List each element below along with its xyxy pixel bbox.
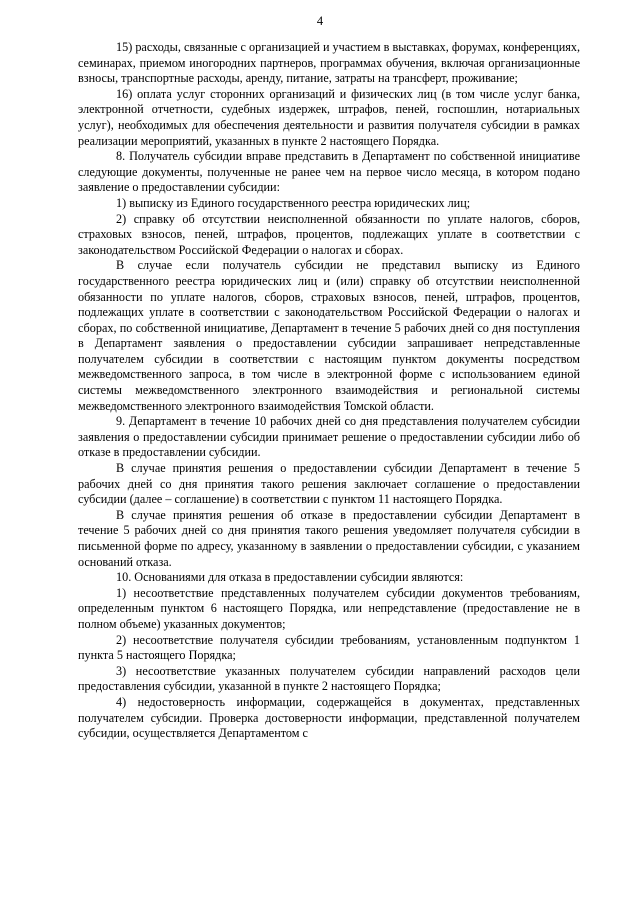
paragraph-8-item-1: 1) выписку из Единого государственного реестра юридических лиц; [116,195,471,210]
paragraph-9-decision: 9. Департамент в течение 10 рабочих дней со дня представления получателем субсидии заявления о предоставлении субсидии принимает решение о предоставлении субсидии либо об отказе в предоставлении субсидии. [78,414,580,460]
paragraph-8-request: В случае если получатель субсидии не представил выписку из Единого государственного реестра юридических лиц и (или) справку об отсутствии неисполненной обязанности по уплате налогов, сборов, страховых взносов, пеней, штрафов, процентов, подлежащих уплате в соответствии с законодательством Российской Федерации о налогах и сборах, по собственной инициативе, Департамент в течение 5 рабочих дней со дня поступления в Департамент заявления о предоставлении субсидии запрашивает непредставленные получателем субсидии в соответствии с настоящим пунктом документы посредством межведомственного запроса, в том числе в электронной форме с использованием единой системы межведомственного электронного взаимодействия и региональной системы межведомственного электронного взаимодействия Томской области. [78,258,580,413]
paragraph-16-services: 16) оплата услуг сторонних организаций и физических лиц (в том числе услуг банка, электронной отчетности, судебных издержек, штрафов, пеней, госпошлин, нотариальных услуг), необходимых для обеспечения деятельности и развития получателя субсидии в рамках реализации мероприятий, указанных в пункте 2 настоящего Порядка. [78,86,580,148]
paragraph-10-item-4: 4) недостоверность информации, содержащейся в документах, представленных получателем субсидии. Проверка достоверности информации, представленной получателем субсидии, осуществляется Департаментом с [78,694,580,741]
paragraph-10-item-3: 3) несоответствие указанных получателем субсидии направлений расходов цели предоставления субсидии, указанной в пункте 2 настоящего Порядка; [78,663,580,694]
paragraph-8-documents: 8. Получатель субсидии вправе представить в Департамент по собственной инициативе следующие документы, полученные не ранее чем на первое число месяца, в котором подано заявление о предоставлении субсидии: [78,149,580,195]
paragraph-10-item-2: 2) несоответствие получателя субсидии требованиям, установленным подпунктом 1 пункта 5 настоящего Порядка; [78,632,580,663]
page-number: 4 [316,14,324,28]
paragraph-10-grounds: 10. Основаниями для отказа в предоставлении субсидии являются: [116,570,464,585]
paragraph-8-item-2: 2) справку об отсутствии неисполненной обязанности по уплате налогов, сборов, страховых взносов, пеней, штрафов, процентов, подлежащих уплате в соответствии с законодательством Российской Федерации о налогах и сборах. [78,211,580,257]
paragraph-9-refusal: В случае принятия решения об отказе в предоставлении субсидии Департамент в течение 5 рабочих дней со дня принятия такого решения уведомляет получателя субсидии в письменной форме по адресу, указанному в заявлении о предоставлении субсидии, с указанием оснований отказа. [78,507,580,569]
document-body [78,40,580,742]
paragraph-10-item-1: 1) несоответствие представленных получателем субсидии документов требованиям, определенным пунктом 6 настоящего Порядка, или непредставление (предоставление не в полном объеме) указанных документов; [78,585,580,631]
paragraph-15-expenses: 15) расходы, связанные с организацией и участием в выставках, форумах, конференциях, семинарах, приемом иногородних партнеров, программах обучения, включая организационные взносы, транспортные расходы, аренду, питание, затраты на трансферт, проживание; [78,40,580,86]
paragraph-9-agreement: В случае принятия решения о предоставлении субсидии Департамент в течение 5 рабочих дней со дня принятия такого решения заключает соглашение о предоставлении субсидии (далее – соглашение) в соответствии с пунктом 11 настоящего Порядка. [78,461,580,507]
